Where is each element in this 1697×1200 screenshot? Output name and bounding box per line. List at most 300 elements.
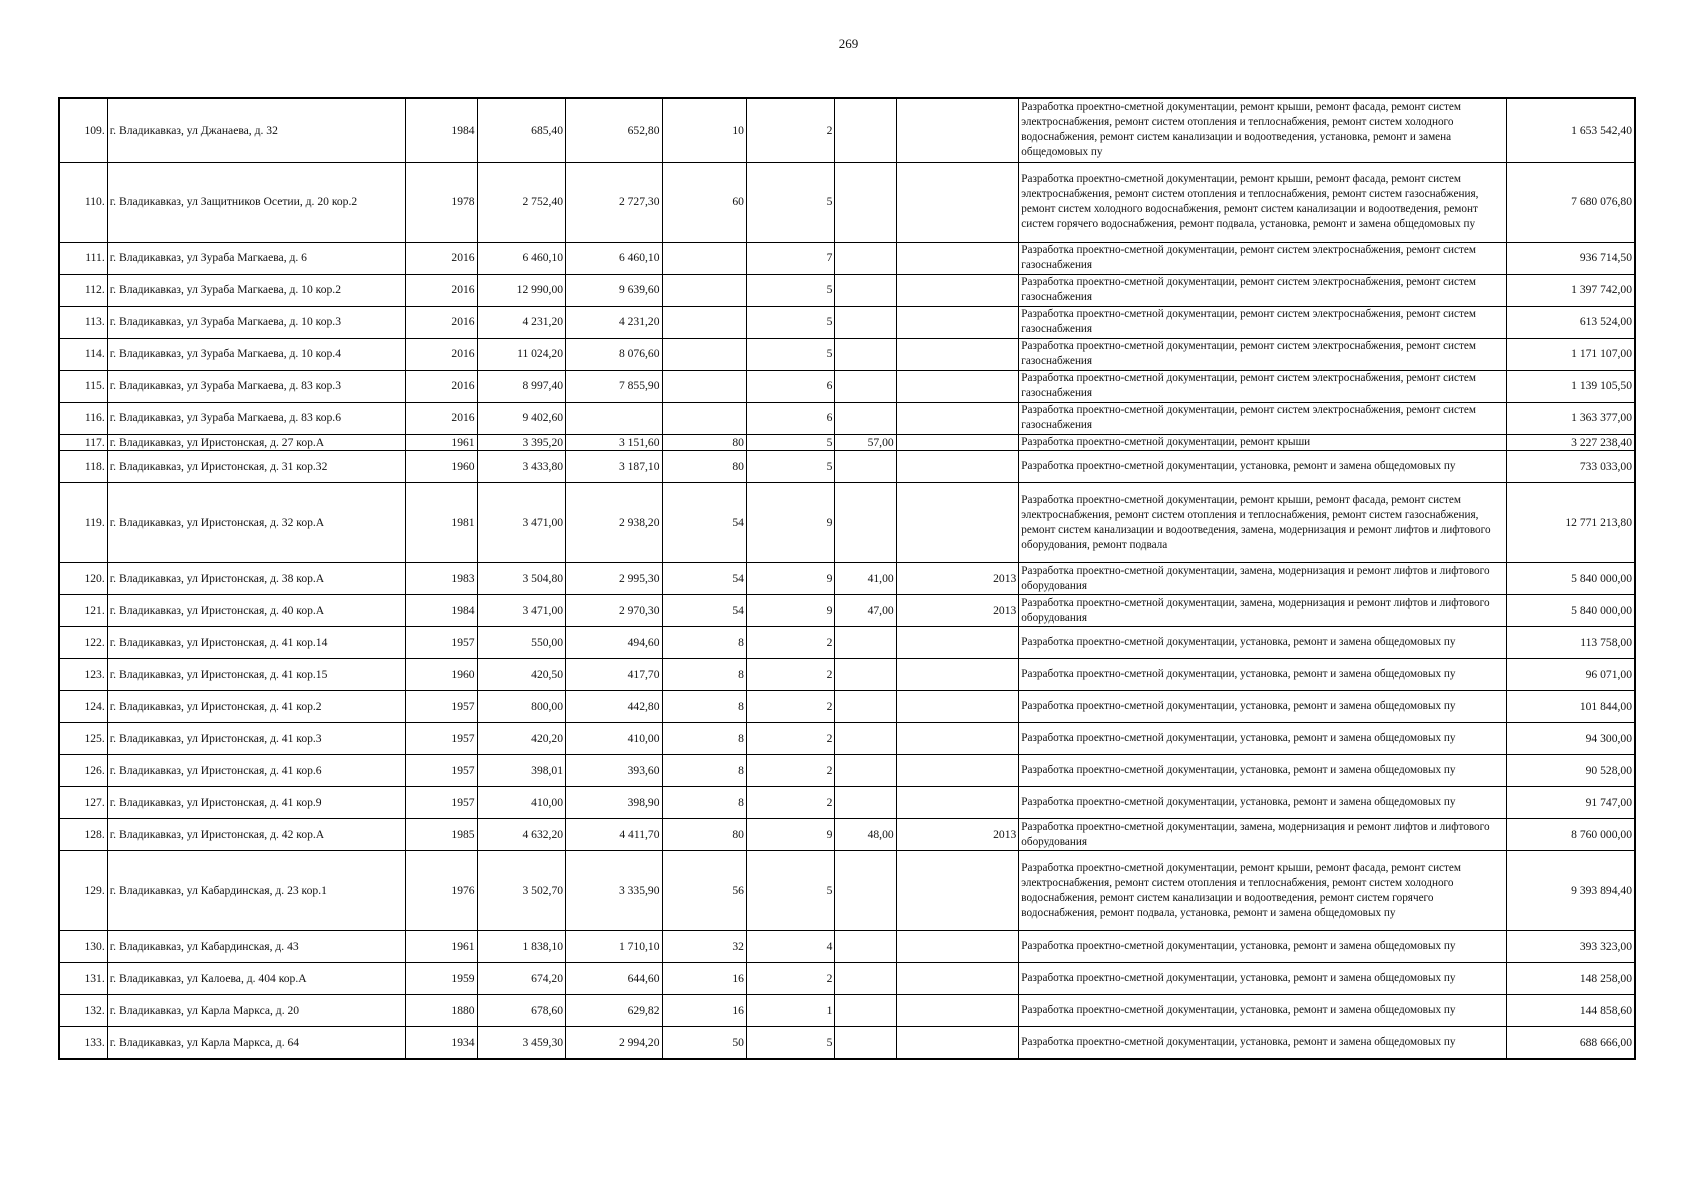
- cell-lift-count: [835, 451, 896, 483]
- cell-last-repair-year: [896, 98, 1019, 162]
- cell-address: г. Владикавказ, ул Иристонская, д. 41 кор.14: [107, 627, 406, 659]
- cell-address: г. Владикавказ, ул Иристонская, д. 41 кор.3: [107, 723, 406, 755]
- cell-works-list: Разработка проектно-сметной документации, ремонт систем электроснабжения, ремонт систем газоснабжения: [1019, 370, 1506, 402]
- cell-lift-count: [835, 338, 896, 370]
- cell-address: г. Владикавказ, ул Зураба Магкаева, д. 83 кор.3: [107, 370, 406, 402]
- page-number: 269: [838, 36, 859, 51]
- cell-last-repair-year: 2013: [896, 563, 1019, 595]
- cell-lift-count: 41,00: [835, 563, 896, 595]
- cell-residents: 54: [662, 563, 746, 595]
- cell-works-list: Разработка проектно-сметной документации, ремонт систем электроснабжения, ремонт систем газоснабжения: [1019, 338, 1506, 370]
- cell-year-built: 1976: [406, 851, 477, 931]
- cell-year-built: 1984: [406, 98, 477, 162]
- cell-year-built: 2016: [406, 402, 477, 434]
- cell-lift-count: [835, 627, 896, 659]
- cell-floors: 6: [746, 370, 834, 402]
- cell-lift-count: [835, 723, 896, 755]
- table-row: [59, 402, 1635, 434]
- cell-lift-count: 48,00: [835, 819, 896, 851]
- cell-total-area: 3 471,00: [477, 483, 565, 563]
- cell-works-list: Разработка проектно-сметной документации, замена, модернизация и ремонт лифтов и лифтового оборудования: [1019, 595, 1506, 627]
- cell-works-list: Разработка проектно-сметной документации, ремонт систем электроснабжения, ремонт систем газоснабжения: [1019, 402, 1506, 434]
- cell-residents: [662, 242, 746, 274]
- cell-lift-count: [835, 306, 896, 338]
- table-row: [59, 723, 1635, 755]
- cell-total-area: 678,60: [477, 995, 565, 1027]
- cell-cost: 393 323,00: [1506, 931, 1635, 963]
- cell-residents: [662, 338, 746, 370]
- table-row: [59, 819, 1635, 851]
- cell-row-number: 111.: [59, 242, 107, 274]
- cell-floors: 9: [746, 483, 834, 563]
- cell-last-repair-year: [896, 162, 1019, 242]
- cell-living-area: 3 335,90: [566, 851, 662, 931]
- cell-living-area: 393,60: [566, 755, 662, 787]
- cell-row-number: 130.: [59, 931, 107, 963]
- cell-address: г. Владикавказ, ул Зураба Магкаева, д. 83 кор.6: [107, 402, 406, 434]
- cell-residents: [662, 402, 746, 434]
- cell-address: г. Владикавказ, ул Джанаева, д. 32: [107, 98, 406, 162]
- cell-floors: 5: [746, 162, 834, 242]
- cell-address: г. Владикавказ, ул Карла Маркса, д. 64: [107, 1027, 406, 1059]
- cell-last-repair-year: [896, 963, 1019, 995]
- cell-living-area: 410,00: [566, 723, 662, 755]
- cell-floors: 5: [746, 338, 834, 370]
- table-row: [59, 851, 1635, 931]
- cell-residents: 80: [662, 451, 746, 483]
- cell-works-list: Разработка проектно-сметной документации, установка, ремонт и замена общедомовых пу: [1019, 1027, 1506, 1059]
- cell-last-repair-year: 2013: [896, 819, 1019, 851]
- cell-last-repair-year: 2013: [896, 595, 1019, 627]
- cell-lift-count: 47,00: [835, 595, 896, 627]
- cell-cost: 7 680 076,80: [1506, 162, 1635, 242]
- cell-lift-count: [835, 1027, 896, 1059]
- cell-total-area: 800,00: [477, 691, 565, 723]
- cell-living-area: 2 994,20: [566, 1027, 662, 1059]
- table-row: [59, 98, 1635, 162]
- cell-last-repair-year: [896, 306, 1019, 338]
- cell-total-area: 11 024,20: [477, 338, 565, 370]
- cell-cost: 5 840 000,00: [1506, 595, 1635, 627]
- cell-last-repair-year: [896, 338, 1019, 370]
- cell-year-built: 1961: [406, 434, 477, 451]
- cell-year-built: 2016: [406, 242, 477, 274]
- cell-row-number: 120.: [59, 563, 107, 595]
- table-row: [59, 659, 1635, 691]
- cell-row-number: 113.: [59, 306, 107, 338]
- cell-last-repair-year: [896, 451, 1019, 483]
- cell-cost: 96 071,00: [1506, 659, 1635, 691]
- cell-year-built: 1978: [406, 162, 477, 242]
- table-row: [59, 338, 1635, 370]
- cell-lift-count: [835, 162, 896, 242]
- cell-row-number: 116.: [59, 402, 107, 434]
- cell-works-list: Разработка проектно-сметной документации, установка, ремонт и замена общедомовых пу: [1019, 627, 1506, 659]
- cell-row-number: 122.: [59, 627, 107, 659]
- cell-living-area: 3 187,10: [566, 451, 662, 483]
- housing-repair-table: [58, 97, 1636, 1060]
- cell-residents: 50: [662, 1027, 746, 1059]
- cell-lift-count: [835, 370, 896, 402]
- cell-row-number: 132.: [59, 995, 107, 1027]
- cell-total-area: 398,01: [477, 755, 565, 787]
- cell-cost: 12 771 213,80: [1506, 483, 1635, 563]
- cell-address: г. Владикавказ, ул Иристонская, д. 31 кор.32: [107, 451, 406, 483]
- cell-lift-count: [835, 755, 896, 787]
- cell-living-area: 2 970,30: [566, 595, 662, 627]
- cell-works-list: Разработка проектно-сметной документации, установка, ремонт и замена общедомовых пу: [1019, 659, 1506, 691]
- cell-cost: 148 258,00: [1506, 963, 1635, 995]
- table-row: [59, 274, 1635, 306]
- cell-last-repair-year: [896, 370, 1019, 402]
- cell-residents: 56: [662, 851, 746, 931]
- cell-total-area: 3 471,00: [477, 595, 565, 627]
- cell-row-number: 109.: [59, 98, 107, 162]
- cell-last-repair-year: [896, 659, 1019, 691]
- table-row: [59, 691, 1635, 723]
- table-row: [59, 963, 1635, 995]
- cell-cost: 613 524,00: [1506, 306, 1635, 338]
- cell-cost: 688 666,00: [1506, 1027, 1635, 1059]
- cell-residents: 10: [662, 98, 746, 162]
- cell-row-number: 114.: [59, 338, 107, 370]
- table-row: [59, 1027, 1635, 1059]
- cell-residents: 32: [662, 931, 746, 963]
- cell-floors: 2: [746, 755, 834, 787]
- cell-year-built: 1985: [406, 819, 477, 851]
- cell-lift-count: [835, 691, 896, 723]
- cell-address: г. Владикавказ, ул Защитников Осетии, д. 20 кор.2: [107, 162, 406, 242]
- cell-year-built: 1984: [406, 595, 477, 627]
- cell-cost: 733 033,00: [1506, 451, 1635, 483]
- cell-cost: 1 139 105,50: [1506, 370, 1635, 402]
- cell-address: г. Владикавказ, ул Зураба Магкаева, д. 10 кор.3: [107, 306, 406, 338]
- cell-total-area: 4 632,20: [477, 819, 565, 851]
- cell-living-area: 4 231,20: [566, 306, 662, 338]
- cell-living-area: 494,60: [566, 627, 662, 659]
- cell-living-area: 644,60: [566, 963, 662, 995]
- table-row: [59, 627, 1635, 659]
- cell-lift-count: [835, 787, 896, 819]
- cell-works-list: Разработка проектно-сметной документации, ремонт крыши, ремонт фасада, ремонт систем электроснабжения, ремонт систем отопления и теплоснабжения, ремонт систем холодного водоснабжения, ремонт систем канализации и водоотведения, установка, ремонт и замена общедомовых пу: [1019, 98, 1506, 162]
- cell-lift-count: 57,00: [835, 434, 896, 451]
- cell-last-repair-year: [896, 723, 1019, 755]
- cell-total-area: 685,40: [477, 98, 565, 162]
- cell-residents: 16: [662, 995, 746, 1027]
- cell-works-list: Разработка проектно-сметной документации, ремонт крыши, ремонт фасада, ремонт систем электроснабжения, ремонт систем отопления и теплоснабжения, ремонт систем холодного водоснабжения, ремонт систем канализации и водоотведения, ремонт систем горячего водоснабжения, ремонт подвала, установка, ремонт и замена общедомовых пу: [1019, 851, 1506, 931]
- cell-row-number: 129.: [59, 851, 107, 931]
- cell-row-number: 112.: [59, 274, 107, 306]
- cell-year-built: 1957: [406, 627, 477, 659]
- cell-year-built: 1959: [406, 963, 477, 995]
- cell-total-area: 3 433,80: [477, 451, 565, 483]
- cell-year-built: 1960: [406, 659, 477, 691]
- cell-residents: 80: [662, 434, 746, 451]
- cell-year-built: 2016: [406, 370, 477, 402]
- cell-works-list: Разработка проектно-сметной документации, установка, ремонт и замена общедомовых пу: [1019, 755, 1506, 787]
- cell-row-number: 123.: [59, 659, 107, 691]
- cell-row-number: 115.: [59, 370, 107, 402]
- cell-residents: 8: [662, 787, 746, 819]
- cell-living-area: 2 938,20: [566, 483, 662, 563]
- cell-address: г. Владикавказ, ул Иристонская, д. 42 кор.А: [107, 819, 406, 851]
- cell-address: г. Владикавказ, ул Зураба Магкаева, д. 10 кор.4: [107, 338, 406, 370]
- cell-year-built: 1957: [406, 691, 477, 723]
- cell-cost: 90 528,00: [1506, 755, 1635, 787]
- cell-row-number: 117.: [59, 434, 107, 451]
- cell-last-repair-year: [896, 274, 1019, 306]
- cell-total-area: 674,20: [477, 963, 565, 995]
- cell-year-built: 1957: [406, 723, 477, 755]
- cell-cost: 1 397 742,00: [1506, 274, 1635, 306]
- cell-row-number: 124.: [59, 691, 107, 723]
- cell-living-area: 442,80: [566, 691, 662, 723]
- cell-floors: 2: [746, 627, 834, 659]
- cell-cost: 1 171 107,00: [1506, 338, 1635, 370]
- cell-floors: 9: [746, 819, 834, 851]
- cell-total-area: 3 395,20: [477, 434, 565, 451]
- cell-living-area: 1 710,10: [566, 931, 662, 963]
- cell-lift-count: [835, 242, 896, 274]
- cell-works-list: Разработка проектно-сметной документации, ремонт систем электроснабжения, ремонт систем газоснабжения: [1019, 306, 1506, 338]
- cell-last-repair-year: [896, 242, 1019, 274]
- cell-address: г. Владикавказ, ул Иристонская, д. 41 кор.6: [107, 755, 406, 787]
- table-row: [59, 306, 1635, 338]
- cell-living-area: 417,70: [566, 659, 662, 691]
- cell-total-area: 12 990,00: [477, 274, 565, 306]
- cell-total-area: 420,50: [477, 659, 565, 691]
- cell-residents: 16: [662, 963, 746, 995]
- cell-year-built: 1960: [406, 451, 477, 483]
- cell-total-area: 410,00: [477, 787, 565, 819]
- cell-cost: 3 227 238,40: [1506, 434, 1635, 451]
- cell-floors: 9: [746, 595, 834, 627]
- cell-last-repair-year: [896, 851, 1019, 931]
- cell-living-area: 652,80: [566, 98, 662, 162]
- cell-row-number: 133.: [59, 1027, 107, 1059]
- cell-lift-count: [835, 851, 896, 931]
- cell-row-number: 131.: [59, 963, 107, 995]
- cell-works-list: Разработка проектно-сметной документации, установка, ремонт и замена общедомовых пу: [1019, 995, 1506, 1027]
- cell-address: г. Владикавказ, ул Карла Маркса, д. 20: [107, 995, 406, 1027]
- cell-floors: 2: [746, 98, 834, 162]
- cell-lift-count: [835, 274, 896, 306]
- cell-row-number: 127.: [59, 787, 107, 819]
- cell-address: г. Владикавказ, ул Иристонская, д. 38 кор.А: [107, 563, 406, 595]
- cell-row-number: 126.: [59, 755, 107, 787]
- cell-living-area: 6 460,10: [566, 242, 662, 274]
- cell-year-built: 1880: [406, 995, 477, 1027]
- table-row: [59, 242, 1635, 274]
- cell-total-area: 8 997,40: [477, 370, 565, 402]
- cell-total-area: 3 459,30: [477, 1027, 565, 1059]
- cell-works-list: Разработка проектно-сметной документации, замена, модернизация и ремонт лифтов и лифтового оборудования: [1019, 563, 1506, 595]
- cell-year-built: 2016: [406, 274, 477, 306]
- cell-total-area: 4 231,20: [477, 306, 565, 338]
- cell-works-list: Разработка проектно-сметной документации, установка, ремонт и замена общедомовых пу: [1019, 787, 1506, 819]
- cell-works-list: Разработка проектно-сметной документации, ремонт систем электроснабжения, ремонт систем газоснабжения: [1019, 274, 1506, 306]
- cell-residents: 8: [662, 755, 746, 787]
- cell-year-built: 2016: [406, 338, 477, 370]
- cell-living-area: 3 151,60: [566, 434, 662, 451]
- table-row: [59, 162, 1635, 242]
- cell-row-number: 110.: [59, 162, 107, 242]
- table-row: [59, 370, 1635, 402]
- cell-address: г. Владикавказ, ул Иристонская, д. 32 кор.А: [107, 483, 406, 563]
- cell-year-built: 1957: [406, 755, 477, 787]
- cell-lift-count: [835, 659, 896, 691]
- cell-last-repair-year: [896, 931, 1019, 963]
- cell-total-area: 420,20: [477, 723, 565, 755]
- cell-residents: 80: [662, 819, 746, 851]
- cell-residents: 8: [662, 627, 746, 659]
- cell-last-repair-year: [896, 483, 1019, 563]
- cell-row-number: 118.: [59, 451, 107, 483]
- cell-row-number: 128.: [59, 819, 107, 851]
- cell-works-list: Разработка проектно-сметной документации, установка, ремонт и замена общедомовых пу: [1019, 931, 1506, 963]
- cell-total-area: 6 460,10: [477, 242, 565, 274]
- cell-last-repair-year: [896, 1027, 1019, 1059]
- cell-living-area: 2 727,30: [566, 162, 662, 242]
- cell-works-list: Разработка проектно-сметной документации, ремонт крыши: [1019, 434, 1506, 451]
- cell-lift-count: [835, 995, 896, 1027]
- table-row: [59, 995, 1635, 1027]
- cell-year-built: 1934: [406, 1027, 477, 1059]
- cell-address: г. Владикавказ, ул Иристонская, д. 27 кор.А: [107, 434, 406, 451]
- cell-floors: 1: [746, 995, 834, 1027]
- cell-lift-count: [835, 963, 896, 995]
- table-row: [59, 434, 1635, 451]
- cell-last-repair-year: [896, 691, 1019, 723]
- cell-living-area: 8 076,60: [566, 338, 662, 370]
- cell-cost: 9 393 894,40: [1506, 851, 1635, 931]
- cell-residents: 54: [662, 483, 746, 563]
- cell-year-built: 1961: [406, 931, 477, 963]
- cell-last-repair-year: [896, 627, 1019, 659]
- cell-floors: 2: [746, 659, 834, 691]
- cell-floors: 2: [746, 787, 834, 819]
- table-row: [59, 451, 1635, 483]
- cell-year-built: 2016: [406, 306, 477, 338]
- cell-works-list: Разработка проектно-сметной документации, установка, ремонт и замена общедомовых пу: [1019, 451, 1506, 483]
- cell-cost: 5 840 000,00: [1506, 563, 1635, 595]
- table-row: [59, 563, 1635, 595]
- cell-row-number: 119.: [59, 483, 107, 563]
- cell-lift-count: [835, 402, 896, 434]
- cell-row-number: 121.: [59, 595, 107, 627]
- cell-cost: 101 844,00: [1506, 691, 1635, 723]
- cell-residents: 8: [662, 723, 746, 755]
- cell-residents: 54: [662, 595, 746, 627]
- cell-total-area: 3 502,70: [477, 851, 565, 931]
- cell-floors: 7: [746, 242, 834, 274]
- cell-living-area: 7 855,90: [566, 370, 662, 402]
- cell-cost: 1 653 542,40: [1506, 98, 1635, 162]
- cell-year-built: 1957: [406, 787, 477, 819]
- cell-address: г. Владикавказ, ул Кабардинская, д. 23 кор.1: [107, 851, 406, 931]
- cell-residents: [662, 274, 746, 306]
- cell-works-list: Разработка проектно-сметной документации, ремонт систем электроснабжения, ремонт систем газоснабжения: [1019, 242, 1506, 274]
- cell-cost: 1 363 377,00: [1506, 402, 1635, 434]
- cell-last-repair-year: [896, 402, 1019, 434]
- cell-last-repair-year: [896, 787, 1019, 819]
- cell-floors: 6: [746, 402, 834, 434]
- cell-floors: 5: [746, 451, 834, 483]
- cell-works-list: Разработка проектно-сметной документации, установка, ремонт и замена общедомовых пу: [1019, 691, 1506, 723]
- cell-cost: 936 714,50: [1506, 242, 1635, 274]
- cell-last-repair-year: [896, 755, 1019, 787]
- cell-works-list: Разработка проектно-сметной документации, установка, ремонт и замена общедомовых пу: [1019, 963, 1506, 995]
- table-row: [59, 595, 1635, 627]
- cell-residents: 60: [662, 162, 746, 242]
- cell-living-area: 629,82: [566, 995, 662, 1027]
- cell-total-area: 9 402,60: [477, 402, 565, 434]
- cell-address: г. Владикавказ, ул Иристонская, д. 40 кор.А: [107, 595, 406, 627]
- cell-lift-count: [835, 98, 896, 162]
- cell-living-area: 2 995,30: [566, 563, 662, 595]
- cell-floors: 5: [746, 306, 834, 338]
- cell-year-built: 1983: [406, 563, 477, 595]
- cell-residents: [662, 306, 746, 338]
- cell-floors: 5: [746, 434, 834, 451]
- cell-living-area: 398,90: [566, 787, 662, 819]
- cell-floors: 5: [746, 1027, 834, 1059]
- cell-address: г. Владикавказ, ул Зураба Магкаева, д. 10 кор.2: [107, 274, 406, 306]
- table-row: [59, 483, 1635, 563]
- cell-last-repair-year: [896, 434, 1019, 451]
- cell-cost: 113 758,00: [1506, 627, 1635, 659]
- cell-works-list: Разработка проектно-сметной документации, установка, ремонт и замена общедомовых пу: [1019, 723, 1506, 755]
- table-row: [59, 755, 1635, 787]
- cell-address: г. Владикавказ, ул Иристонская, д. 41 кор.9: [107, 787, 406, 819]
- cell-living-area: [566, 402, 662, 434]
- cell-floors: 5: [746, 851, 834, 931]
- cell-floors: 4: [746, 931, 834, 963]
- cell-total-area: 2 752,40: [477, 162, 565, 242]
- cell-address: г. Владикавказ, ул Калоева, д. 404 кор.А: [107, 963, 406, 995]
- cell-floors: 2: [746, 691, 834, 723]
- cell-row-number: 125.: [59, 723, 107, 755]
- cell-cost: 8 760 000,00: [1506, 819, 1635, 851]
- cell-residents: 8: [662, 659, 746, 691]
- cell-lift-count: [835, 483, 896, 563]
- table-row: [59, 787, 1635, 819]
- cell-floors: 9: [746, 563, 834, 595]
- cell-lift-count: [835, 931, 896, 963]
- cell-works-list: Разработка проектно-сметной документации, ремонт крыши, ремонт фасада, ремонт систем электроснабжения, ремонт систем отопления и теплоснабжения, ремонт систем газоснабжения, ремонт систем канализации и водоотведения, замена, модернизация и ремонт лифтов и лифтового оборудования, ремонт подвала: [1019, 483, 1506, 563]
- cell-living-area: 4 411,70: [566, 819, 662, 851]
- cell-living-area: 9 639,60: [566, 274, 662, 306]
- cell-residents: 8: [662, 691, 746, 723]
- cell-total-area: 3 504,80: [477, 563, 565, 595]
- cell-cost: 144 858,60: [1506, 995, 1635, 1027]
- cell-total-area: 1 838,10: [477, 931, 565, 963]
- cell-floors: 5: [746, 274, 834, 306]
- cell-works-list: Разработка проектно-сметной документации, замена, модернизация и ремонт лифтов и лифтового оборудования: [1019, 819, 1506, 851]
- cell-last-repair-year: [896, 995, 1019, 1027]
- cell-cost: 94 300,00: [1506, 723, 1635, 755]
- cell-residents: [662, 370, 746, 402]
- table-row: [59, 931, 1635, 963]
- cell-total-area: 550,00: [477, 627, 565, 659]
- cell-cost: 91 747,00: [1506, 787, 1635, 819]
- cell-address: г. Владикавказ, ул Иристонская, д. 41 кор.2: [107, 691, 406, 723]
- cell-works-list: Разработка проектно-сметной документации, ремонт крыши, ремонт фасада, ремонт систем электроснабжения, ремонт систем отопления и теплоснабжения, ремонт систем газоснабжения, ремонт систем холодного водоснабжения, ремонт систем канализации и водоотведения, ремонт систем горячего водоснабжения, ремонт подвала, установка, ремонт и замена общедомовых пу: [1019, 162, 1506, 242]
- cell-floors: 2: [746, 963, 834, 995]
- cell-address: г. Владикавказ, ул Кабардинская, д. 43: [107, 931, 406, 963]
- cell-year-built: 1981: [406, 483, 477, 563]
- cell-address: г. Владикавказ, ул Зураба Магкаева, д. 6: [107, 242, 406, 274]
